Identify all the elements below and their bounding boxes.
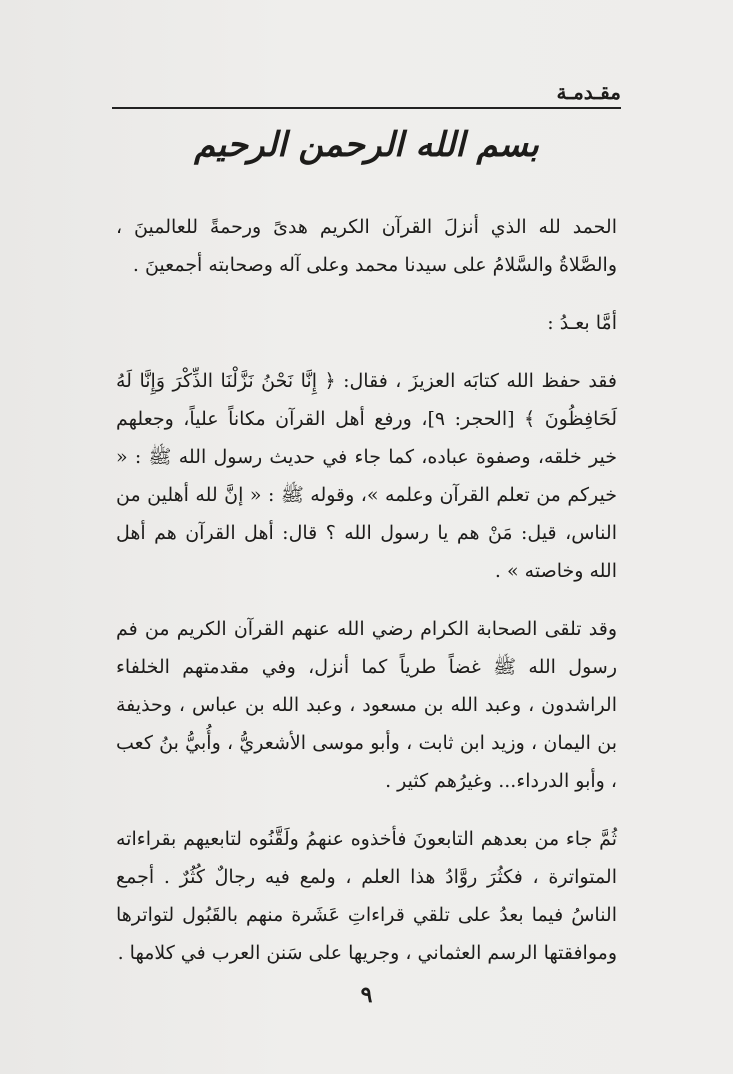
body-text	[116, 208, 617, 972]
paragraph-companions: وقد تلقى الصحابة الكرام رضي الله عنهم القرآن الكريم من فم رسول الله ﷺ غضاً طرياً كما أنزل، وفي مقدمتهم الخلفاء الراشدون ، وعبد الله بن مسعود ، وعبد الله بن عباس ، وحذيفة بن اليمان ، وزيد ابن ثابت ، وأبو موسى الأشعريُّ ، وأُبيُّ بنُ كعب ، وأبو الدرداء... وغيرُهم كثير .	[116, 618, 617, 792]
paragraph-successors: ثُمَّ جاء من بعدهم التابعونَ فأخذوه عنهمُ ولَقَّنُوه لتابعيهم بقراءاته المتواترة ، فكثُرَ روَّادُ هذا العلم ، ولمع فيه رجالٌ كُثُرٌ . أجمع الناسُ فيما بعدُ على تلقي قراءاتِ عَشَرة منهم بالقَبُول لتواترها وموافقتها الرسم العثماني ، وجريها على سَنن العرب في كلامها .	[116, 828, 617, 964]
basmala-heading: بسم الله الرحمن الرحيم	[194, 125, 539, 165]
paragraph-quran-preservation: فقد حفظ الله كتابَه العزيزَ ، فقال: ﴿ إِنَّا نَحْنُ نَزَّلْنَا الذِّكْرَ وَإِنَّا لَهُ لَحَافِظُونَ ﴾ [الحجر: ٩]، ورفع أهل القرآن مكاناً علياً، وجعلهم خير خلقه، وصفوة عباده، كما جاء في حديث رسول الله ﷺ : « خيركم من تعلم القرآن وعلمه »، وقوله ﷺ : « إنَّ لله أهلين من الناس، قيل: مَنْ هم يا رسول الله ؟ قال: أهل القرآن هم أهل الله وخاصته » .	[116, 370, 617, 582]
paragraph-opening: الحمد لله الذي أنزلَ القرآن الكريم هدىً ورحمةً للعالمينَ ، والصَّلاةُ والسَّلامُ على سيدنا محمد وعلى آله وصحابته أجمعينَ .	[116, 216, 617, 276]
paragraph-amma-baad: أمَّا بعـدُ :	[547, 312, 617, 334]
running-header: مقـدمـة	[556, 80, 621, 104]
page-number: ٩	[360, 982, 373, 1008]
header-rule	[112, 107, 621, 109]
